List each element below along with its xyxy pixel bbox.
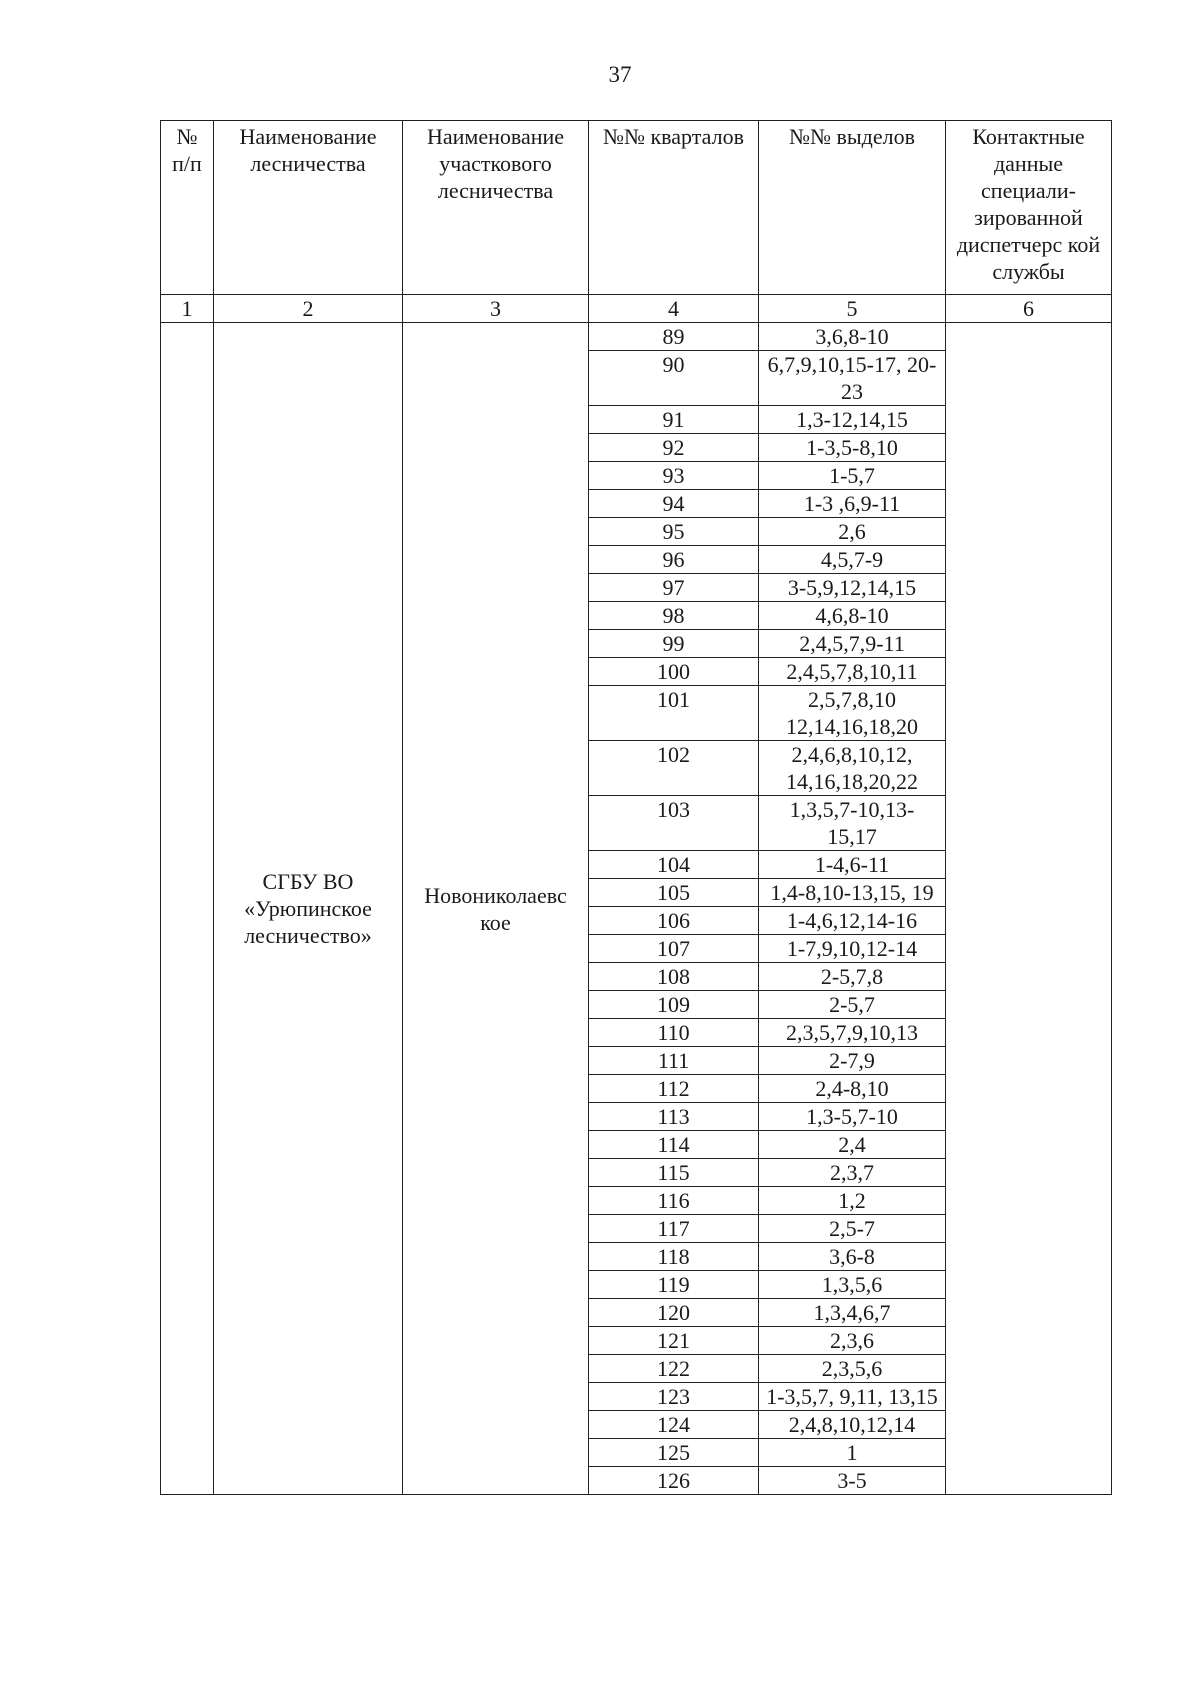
cell-quarter: 90 bbox=[589, 351, 759, 406]
table-row bbox=[161, 323, 1112, 351]
cell-sections: 1,2 bbox=[759, 1187, 946, 1215]
header-sections: №№ выделов bbox=[759, 121, 946, 295]
cell-sections: 2-7,9 bbox=[759, 1047, 946, 1075]
cell-sections: 2,4 bbox=[759, 1131, 946, 1159]
cell-quarter: 119 bbox=[589, 1271, 759, 1299]
cell-quarter: 105 bbox=[589, 879, 759, 907]
column-number-row bbox=[161, 295, 1112, 323]
cell-quarter: 101 bbox=[589, 686, 759, 741]
column-number: 1 bbox=[161, 295, 214, 323]
cell-quarter: 124 bbox=[589, 1411, 759, 1439]
cell-sections: 1-4,6,12,14-16 bbox=[759, 907, 946, 935]
cell-row-number bbox=[161, 323, 214, 1495]
cell-quarter: 94 bbox=[589, 490, 759, 518]
header-district-forestry: Наименование участкового лесничества bbox=[403, 121, 589, 295]
cell-quarter: 104 bbox=[589, 851, 759, 879]
cell-sections: 1,4-8,10-13,15, 19 bbox=[759, 879, 946, 907]
cell-forestry-name: СГБУ ВО «Урюпинское лесничество» bbox=[214, 323, 403, 1495]
cell-quarter: 99 bbox=[589, 630, 759, 658]
cell-sections: 2,4,5,7,8,10,11 bbox=[759, 658, 946, 686]
cell-quarter: 126 bbox=[589, 1467, 759, 1495]
cell-quarter: 108 bbox=[589, 963, 759, 991]
cell-quarter: 107 bbox=[589, 935, 759, 963]
cell-sections: 2,3,7 bbox=[759, 1159, 946, 1187]
header-row bbox=[161, 121, 1112, 295]
column-number: 2 bbox=[214, 295, 403, 323]
cell-quarter: 121 bbox=[589, 1327, 759, 1355]
cell-quarter: 125 bbox=[589, 1439, 759, 1467]
cell-quarter: 89 bbox=[589, 323, 759, 351]
cell-quarter: 93 bbox=[589, 462, 759, 490]
cell-quarter: 102 bbox=[589, 741, 759, 796]
cell-quarter: 109 bbox=[589, 991, 759, 1019]
column-number: 5 bbox=[759, 295, 946, 323]
cell-quarter: 114 bbox=[589, 1131, 759, 1159]
cell-sections: 4,6,8-10 bbox=[759, 602, 946, 630]
header-quarters: №№ кварталов bbox=[589, 121, 759, 295]
cell-quarter: 97 bbox=[589, 574, 759, 602]
cell-quarter: 106 bbox=[589, 907, 759, 935]
cell-sections: 2-5,7,8 bbox=[759, 963, 946, 991]
cell-sections: 2,3,5,7,9,10,13 bbox=[759, 1019, 946, 1047]
cell-quarter: 95 bbox=[589, 518, 759, 546]
cell-quarter: 118 bbox=[589, 1243, 759, 1271]
cell-quarter: 103 bbox=[589, 796, 759, 851]
cell-quarter: 92 bbox=[589, 434, 759, 462]
cell-sections: 1 bbox=[759, 1439, 946, 1467]
cell-quarter: 117 bbox=[589, 1215, 759, 1243]
cell-sections: 6,7,9,10,15-17, 20-23 bbox=[759, 351, 946, 406]
cell-quarter: 111 bbox=[589, 1047, 759, 1075]
cell-sections: 2,5,7,8,10 12,14,16,18,20 bbox=[759, 686, 946, 741]
cell-sections: 1-3 ,6,9-11 bbox=[759, 490, 946, 518]
cell-sections: 3,6-8 bbox=[759, 1243, 946, 1271]
cell-sections: 2,4,5,7,9-11 bbox=[759, 630, 946, 658]
cell-sections: 1-7,9,10,12-14 bbox=[759, 935, 946, 963]
column-number: 3 bbox=[403, 295, 589, 323]
cell-sections: 3,6,8-10 bbox=[759, 323, 946, 351]
cell-sections: 1,3-5,7-10 bbox=[759, 1103, 946, 1131]
cell-quarter: 91 bbox=[589, 406, 759, 434]
cell-sections: 1-5,7 bbox=[759, 462, 946, 490]
cell-sections: 2,3,6 bbox=[759, 1327, 946, 1355]
cell-quarter: 116 bbox=[589, 1187, 759, 1215]
header-forestry: Наименование лесничества bbox=[214, 121, 403, 295]
cell-quarter: 96 bbox=[589, 546, 759, 574]
cell-sections: 2,4-8,10 bbox=[759, 1075, 946, 1103]
column-number: 4 bbox=[589, 295, 759, 323]
cell-sections: 1,3-12,14,15 bbox=[759, 406, 946, 434]
cell-sections: 2,4,8,10,12,14 bbox=[759, 1411, 946, 1439]
cell-sections: 2,5-7 bbox=[759, 1215, 946, 1243]
cell-quarter: 120 bbox=[589, 1299, 759, 1327]
cell-sections: 1-3,5,7, 9,11, 13,15 bbox=[759, 1383, 946, 1411]
page-number: 37 bbox=[608, 62, 632, 87]
header-contacts: Контактные данные специали-зированной диспетчерс кой службы bbox=[946, 121, 1112, 295]
cell-contacts bbox=[946, 323, 1112, 1495]
cell-sections: 1-3,5-8,10 bbox=[759, 434, 946, 462]
cell-sections: 2,6 bbox=[759, 518, 946, 546]
cell-sections: 2,3,5,6 bbox=[759, 1355, 946, 1383]
forestry-table bbox=[160, 120, 1112, 1495]
cell-sections: 2-5,7 bbox=[759, 991, 946, 1019]
cell-quarter: 98 bbox=[589, 602, 759, 630]
cell-quarter: 123 bbox=[589, 1383, 759, 1411]
column-number: 6 bbox=[946, 295, 1112, 323]
cell-quarter: 115 bbox=[589, 1159, 759, 1187]
cell-sections: 3-5,9,12,14,15 bbox=[759, 574, 946, 602]
cell-quarter: 110 bbox=[589, 1019, 759, 1047]
cell-sections: 1,3,4,6,7 bbox=[759, 1299, 946, 1327]
cell-sections: 2,4,6,8,10,12, 14,16,18,20,22 bbox=[759, 741, 946, 796]
cell-sections: 1,3,5,7-10,13- 15,17 bbox=[759, 796, 946, 851]
cell-sections: 1-4,6-11 bbox=[759, 851, 946, 879]
cell-quarter: 113 bbox=[589, 1103, 759, 1131]
table-body bbox=[161, 323, 1112, 1495]
cell-district-forestry-name: Новониколаевс кое bbox=[403, 323, 589, 1495]
cell-quarter: 100 bbox=[589, 658, 759, 686]
cell-quarter: 122 bbox=[589, 1355, 759, 1383]
cell-sections: 3-5 bbox=[759, 1467, 946, 1495]
cell-quarter: 112 bbox=[589, 1075, 759, 1103]
header-number: № п/п bbox=[161, 121, 214, 295]
cell-sections: 1,3,5,6 bbox=[759, 1271, 946, 1299]
cell-sections: 4,5,7-9 bbox=[759, 546, 946, 574]
